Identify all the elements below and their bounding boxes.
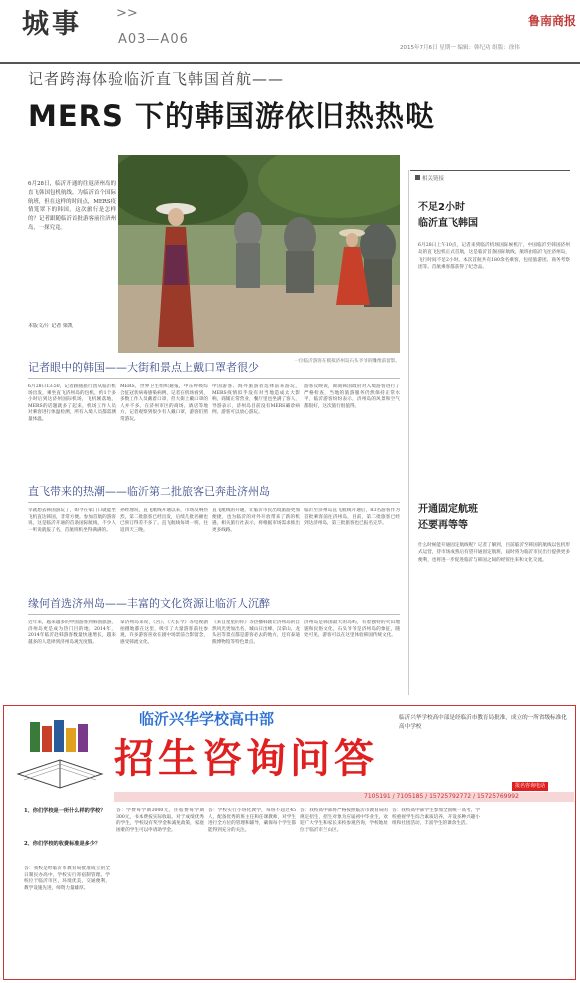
article-lead: 6月28日，临沂开通的往返济州岛的直飞韩国包机航线，为临沂首个国际航班，但在这样的时间点，MERS疫情笼罩下的韩国，这次旅行是怎样的？记者跟随临沂首批游客前往济州岛，一探究竟。 bbox=[28, 181, 116, 231]
book-icon bbox=[10, 712, 110, 796]
sidebar-title-3: 开通固定航班 bbox=[418, 504, 478, 515]
section-arrows: >> bbox=[116, 6, 138, 21]
body-2b: 孙经理说，直飞航线开通以来，市场反响热烈，第二批旅客已经出发，后续几批名额也已预订得差不多了。直飞航线每周一班，往返四天三晚。 bbox=[120, 508, 208, 533]
sidebar-rule bbox=[410, 170, 570, 171]
sidebar-title-1: 不足2小时 bbox=[418, 202, 465, 213]
subhead-1-rule bbox=[28, 378, 400, 379]
photo-illustration bbox=[118, 155, 400, 353]
body-3a: 近年来，越来越多的中国游客到韩国旅游，济州岛更是成为热门目的地，2014年，2014年临沂赴韩游客数量快速增长，越来越多的人选择到济州岛观光度假。 bbox=[28, 620, 116, 645]
body-3c: 《来自星星的你》等热播韩剧让济州岛的自然风光更加出名，城山日出峰、汉拿山、龙头岩等景点都是游客必去的地方，还有泰迪熊博物馆等特色景点。 bbox=[212, 620, 300, 645]
news-photo bbox=[118, 155, 400, 353]
subhead-1: 记者眼中的韩国——大街和景点上戴口罩者很少 bbox=[28, 361, 259, 374]
ad-col-1: 答：我校是经临沂市教育局批准成立的全日制民办高中，学校实行寄宿制管理。学校位于临沂市区，环境优美，交通便利，教学设施先进，师资力量雄厚。 bbox=[24, 866, 110, 891]
subhead-3-rule bbox=[28, 614, 400, 615]
ad-phones: 7105191 / 7105185 / 15725792772 / 15725769992 bbox=[364, 793, 519, 800]
ad-col-3: 答：学校实行小班化教学，每班不超过45人，配备优秀的班主任和任课教师，对学生进行全方位的管理和辅导，确保每个学生都能得到充分的关注。 bbox=[208, 808, 296, 833]
sidebar-tag bbox=[415, 175, 444, 183]
page-range: A03—A06 bbox=[118, 32, 189, 47]
sidebar-title-4: 还要再等等 bbox=[418, 520, 468, 531]
ad-subtitle: 临沂兴华学校高中部是经临沂市教育局批准，成立的一所省级标准化高中学校 bbox=[399, 715, 567, 730]
body-3b: 拿济州岛来说，《宫》、《大长今》等电视剧拍摄地都在这里，吸引了大量游客前往参观，许多游客喜欢在剧中场景前合影留念，感受韩流文化。 bbox=[120, 620, 208, 645]
subhead-3: 缘何首选济州岛——丰富的文化资源让临沂人沉醉 bbox=[28, 597, 270, 610]
body-1d: 游客反映说，期间韩国政府对入境游客进行了严格检查，当地的旅游服务仍然保持正常水平，临沂游客纷纷表示，济州岛的风景和空气都很好，这次旅行很值得。 bbox=[304, 384, 400, 409]
body-1c: 中国游客、海外旅游者选择前来游玩，MERS疫情似乎没有对当地造成太大影响，商铺正常营业，餐厅里也坐满了客人，导游表示，济州岛目前没有MERS确诊病例，游客可以放心游玩。 bbox=[212, 384, 300, 416]
issue-meta: 2015年7月6日 星期一 编辑：韩纪功 组版：徐伟 bbox=[400, 45, 520, 51]
section-title: 城事 bbox=[22, 9, 82, 40]
masthead-rule bbox=[0, 62, 580, 64]
ad-question-2: 2、你们学校的收费标准是多少？ bbox=[24, 841, 101, 847]
sidebar-tag-label: 相关链接 bbox=[422, 176, 445, 182]
photo-caption: 一位临沂游客在模拟济州岛石头爷爷的雕像前留影。 bbox=[294, 359, 400, 364]
school-advertisement bbox=[3, 705, 576, 980]
sidebar-divider bbox=[408, 170, 409, 695]
body-2d: 临沂至济州岛直飞航线开通后，83名游客作为首批乘客前往济州岛，目前，第二批旅客已经到达济州岛，第三批旅客也已报名完毕。 bbox=[304, 508, 400, 527]
body-1a: 6月28日13:50，记者跟随旅行团从临沂机场出发，乘坐直飞济州岛的包机，约1个多小时后到达济州国际机场，飞机刚落地，MERS的话题就多了起来，机场工作人员对乘客进行体温检测，所有入境人员都需测量体温。 bbox=[28, 384, 116, 422]
article-byline: 本版文/片 记者 梁凯 bbox=[28, 323, 73, 329]
sidebar-body-2: 什么时候能开通固定航线呢？记者了解到，目前临沂至韩国的航线以包机形式运营，待市场成熟后有望开通固定航班，届时将为临沂市民出行提供更多便利，也将进一步促进临沂与韩国之间的经贸往来和文化交流。 bbox=[418, 543, 570, 563]
body-1b: MERS，世界卫生组织通报，中东呼吸综合征冠状病毒感染病例，记者在机场看到，多数工作人员戴着口罩，但大街上戴口罩的人并不多。在济州市区的商场、酒店等地方，记者观察到很少有人戴口罩，游客们照常游玩。 bbox=[120, 384, 208, 422]
ad-col-2: 答：学费每学期3000元，住宿费每学期300元，书本费按实际收取。对于成绩优秀的学生，学校设有奖学金和减免政策，家庭困难的学生可以申请助学金。 bbox=[116, 808, 204, 833]
subhead-2: 直飞带来的热潮——临沂第二批旅客已奔赴济州岛 bbox=[28, 485, 270, 498]
body-3d: 济州岛是韩国最大的岛屿，有着独特的火山地貌和民俗文化，石头爷爷是济州岛的象征，随处可见，游客可以在这里体验韩国传统文化。 bbox=[304, 620, 400, 639]
ad-question-1: 1、你们学校是一所什么样的学校？ bbox=[24, 808, 106, 814]
article-kicker: 记者跨海体验临沂直飞韩国首航—— bbox=[28, 70, 285, 88]
article-headline: MERS 下的韩国游依旧热热哒 bbox=[28, 99, 435, 133]
ad-school-name: 临沂兴华学校高中部 bbox=[139, 710, 275, 728]
subhead-2-rule bbox=[28, 502, 400, 503]
square-icon bbox=[415, 175, 420, 180]
ad-title: 招生咨询问答 bbox=[114, 736, 378, 782]
newspaper-name: 鲁南商报 bbox=[528, 14, 577, 28]
ad-col-5: 答：我校高中部学生参加全国统一高考，学校重视学生综合素质培养，开设多种兴趣小组和社团活动，丰富学生的课余生活。 bbox=[392, 808, 480, 827]
ad-phone-badge: 报名咨询电话 bbox=[512, 782, 548, 791]
sidebar-body-1: 6月28日上午10点，记者来到临沂机场国际候机厅，中国临沂至韩国济州岛的直飞包机正式首航，这是临沂首条国际航线，航班由临沂飞往济州岛，飞行时间不足2小时。本次首航共有180余名乘客，包括旅游团、商务考察团等。首航乘客都获得了纪念品。 bbox=[418, 243, 570, 270]
sidebar-title-2: 临沂直飞韩国 bbox=[418, 218, 478, 229]
body-2c: 直飞航线的开通，让临沂市民出境旅游更加便捷，也为临沂的对外开放带来了新的机遇，相关旅行社表示，将根据市场需求推出更多线路。 bbox=[212, 508, 300, 533]
body-2a: 早就想去韩国游玩了，如今在家门口就能坐飞机直达韩国，非常方便。参加首航的游客说，这是临沂开通的首条国际航线，不少人一听说就报了名，首航班机坐得满满的。 bbox=[28, 508, 116, 533]
ad-col-4: 答：我校高中部将严格按照临沂市教育局的规定招生，招生对象为应届初中毕业生，欢迎广大学生和家长来校参观咨询，学校地址位于临沂市兰山区。 bbox=[300, 808, 388, 833]
